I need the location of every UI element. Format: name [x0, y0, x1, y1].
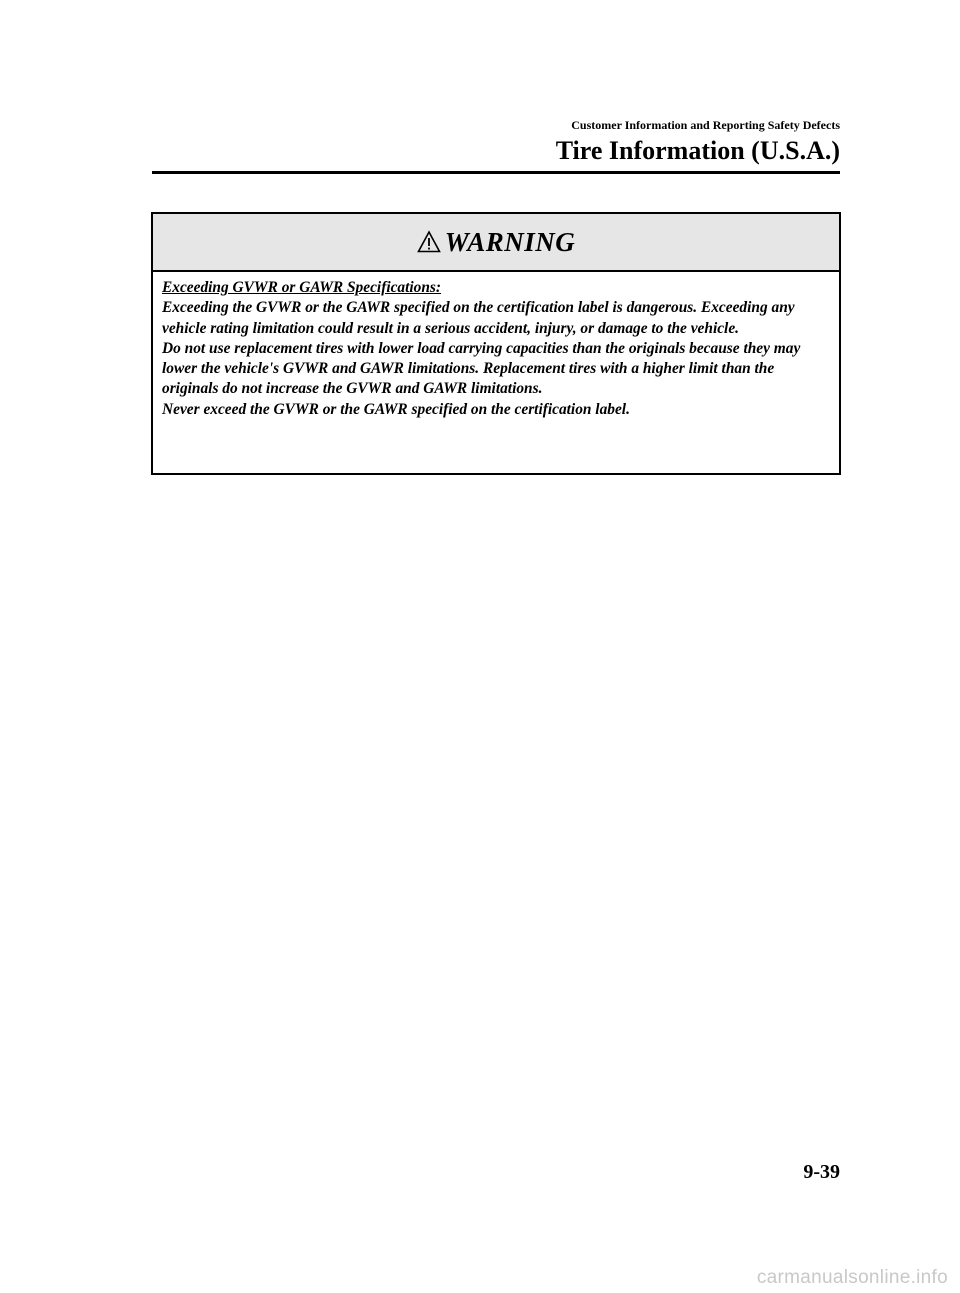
warning-paragraph: Exceeding the GVWR or the GAWR specified on the certification label is dangerous. Exceeding any vehicle rating limitation could result in a serious accident, injury, or damage to the vehicle.: [162, 299, 795, 337]
header-divider: [152, 171, 840, 174]
warning-label: WARNING: [444, 227, 576, 257]
warning-box: [151, 212, 841, 475]
warning-subtitle: Exceeding GVWR or GAWR Specifications:: [162, 279, 442, 296]
warning-body: [153, 272, 839, 420]
page-number: 9-39: [803, 1161, 840, 1183]
section-heading: Customer Information and Reporting Safety Defects: [571, 118, 840, 132]
warning-paragraph: Do not use replacement tires with lower load carrying capacities than the originals because they may lower the vehicle's GVWR and GAWR limitations. Replacement tires with a higher limit than the originals do not increase the GVWR and GAWR limitations.: [162, 339, 801, 398]
warning-paragraph: Never exceed the GVWR or the GAWR specified on the certification label.: [162, 400, 630, 418]
page-title: Tire Information (U.S.A.): [555, 136, 840, 165]
warning-header: [153, 214, 839, 272]
watermark: carmanualsonline.info: [756, 1267, 948, 1288]
warning-triangle-icon: [417, 230, 441, 254]
